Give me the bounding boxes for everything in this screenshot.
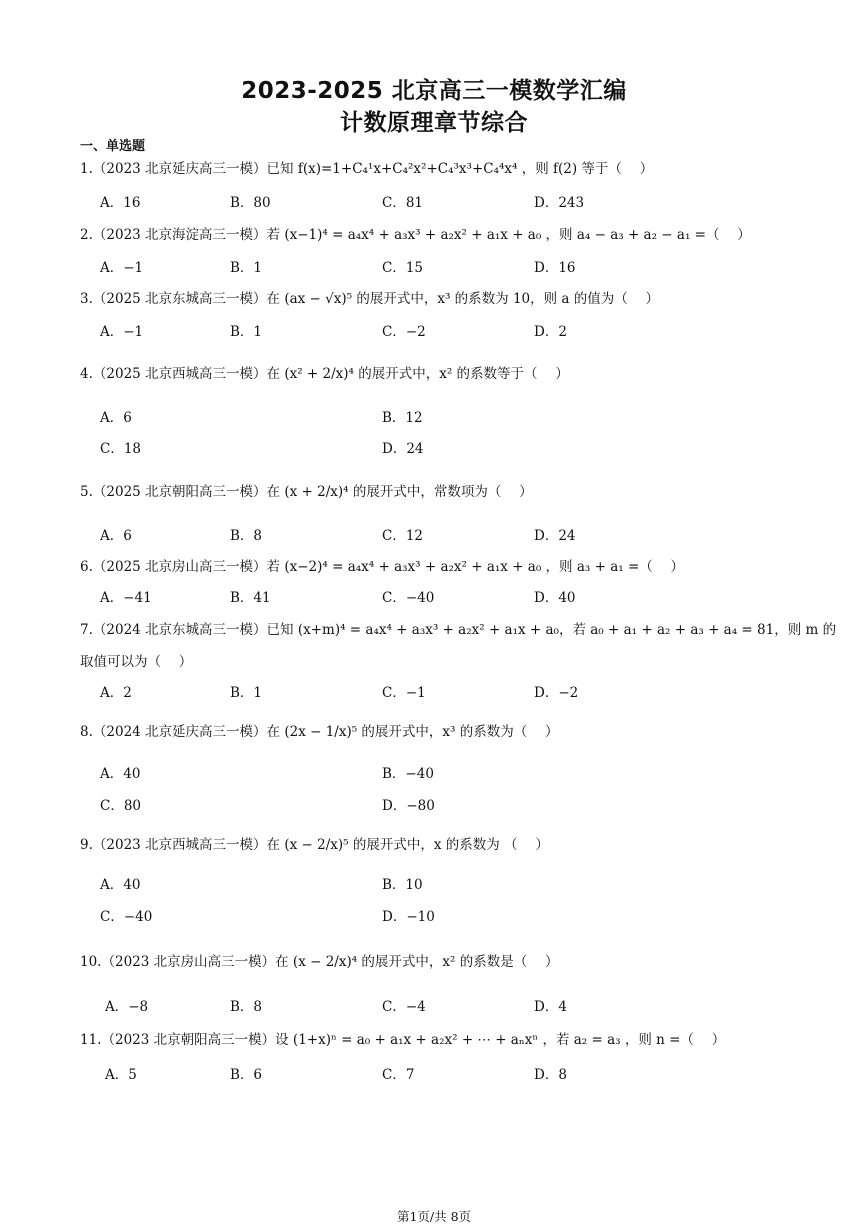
- option-c: C．−40: [100, 909, 153, 925]
- section-heading: 一、单选题: [80, 139, 146, 154]
- question-stem: 若 (x−1)⁴ = a₄x⁴ + a₃x³ + a₂x² + a₁x + a₀ ，则 a₄ − a₃ + a₂ − a₁ =（ ）: [266, 227, 751, 243]
- option-d: D．−80: [382, 798, 435, 814]
- option-d: D．243: [534, 195, 585, 211]
- option-b: B．1: [230, 260, 263, 276]
- option-c: C．18: [100, 441, 142, 457]
- question-source: （2023 北京延庆高三一模）: [92, 161, 267, 177]
- option-a: A．16: [100, 195, 141, 211]
- option-a: A．−1: [100, 324, 144, 340]
- question-stem: 在 (x − 2/x)⁴ 的展开式中，x² 的系数是（ ）: [275, 954, 559, 970]
- question-11: [80, 1028, 725, 1048]
- question-number: 10.: [80, 954, 102, 970]
- question-stem: 若 (x−2)⁴ = a₄x⁴ + a₃x³ + a₂x² + a₁x + a₀ ，则 a₃ + a₁ =（ ）: [266, 559, 685, 575]
- question-number: 9.: [80, 837, 93, 853]
- question-7-continuation: 取值可以为（ ）: [80, 654, 193, 670]
- question-source: （2025 北京西城高三一模）: [92, 366, 267, 382]
- option-c: C．7: [382, 1067, 415, 1083]
- question-number: 2.: [80, 227, 93, 243]
- question-number: 5.: [80, 484, 93, 500]
- option-b: B．8: [230, 999, 263, 1015]
- question-source: （2024 北京东城高三一模）: [92, 622, 267, 638]
- option-c: C．−2: [382, 324, 426, 340]
- question-5: [80, 480, 533, 500]
- option-b: B．41: [230, 590, 271, 606]
- question-stem: 设 (1+x)ⁿ = a₀ + a₁x + a₂x² + ⋯ + aₙxⁿ ，若 a₂ = a₃ ，则 n =（ ）: [275, 1032, 726, 1048]
- option-a: A．6: [100, 410, 132, 426]
- question-stem: 已知 (x+m)⁴ = a₄x⁴ + a₃x³ + a₂x² + a₁x + a₀，若 a₀ + a₁ + a₂ + a₃ + a₄ = 81，则 m 的: [266, 622, 837, 638]
- question-number: 7.: [80, 622, 93, 638]
- question-source: （2023 北京西城高三一模）: [92, 837, 267, 853]
- option-d: D．40: [534, 590, 576, 606]
- question-6: [80, 555, 684, 575]
- option-a: A．40: [100, 766, 141, 782]
- question-number: 3.: [80, 291, 93, 307]
- question-source: （2025 北京东城高三一模）: [92, 291, 267, 307]
- question-number: 8.: [80, 724, 93, 740]
- question-source: （2025 北京房山高三一模）: [92, 559, 267, 575]
- question-stem: 在 (x − 2/x)⁵ 的展开式中，x 的系数为 （ ）: [266, 837, 549, 853]
- question-stem: 在 (x + 2/x)⁴ 的展开式中，常数项为（ ）: [266, 484, 533, 500]
- option-a: A．6: [100, 528, 132, 544]
- question-stem: 已知 f(x)=1+C₄¹x+C₄²x²+C₄³x³+C₄⁴x⁴ ，则 f(2) 等于（ ）: [266, 161, 654, 177]
- option-c: C．15: [382, 260, 424, 276]
- option-d: D．−2: [534, 685, 579, 701]
- option-b: B．10: [382, 877, 423, 893]
- question-number: 4.: [80, 366, 93, 382]
- option-b: B．−40: [382, 766, 434, 782]
- question-2: [80, 223, 751, 243]
- option-b: B．8: [230, 528, 263, 544]
- option-d: D．16: [534, 260, 576, 276]
- option-b: B．6: [230, 1067, 263, 1083]
- question-9: [80, 833, 549, 853]
- option-d: D．−10: [382, 909, 435, 925]
- question-number: 6.: [80, 559, 93, 575]
- question-source: （2023 北京海淀高三一模）: [92, 227, 267, 243]
- option-d: D．24: [382, 441, 424, 457]
- page-footer: 第1页/共 8页: [396, 1209, 472, 1224]
- question-10: [80, 950, 559, 970]
- question-number: 11.: [80, 1032, 102, 1048]
- option-a: A．2: [100, 685, 132, 701]
- option-a: A．5: [105, 1067, 137, 1083]
- option-b: B．1: [230, 324, 263, 340]
- question-7: [80, 618, 836, 638]
- question-1: [80, 157, 653, 177]
- option-b: B．80: [230, 195, 271, 211]
- question-source: （2023 北京朝阳高三一模）: [101, 1032, 276, 1048]
- question-source: （2023 北京房山高三一模）: [101, 954, 276, 970]
- question-3: [80, 287, 659, 307]
- question-number: 1.: [80, 161, 93, 177]
- question-source: （2025 北京朝阳高三一模）: [92, 484, 267, 500]
- option-d: D．8: [534, 1067, 567, 1083]
- option-c: C．−1: [382, 685, 426, 701]
- option-d: D．2: [534, 324, 567, 340]
- option-a: A．−8: [105, 999, 149, 1015]
- option-c: C．12: [382, 528, 424, 544]
- option-a: A．−1: [100, 260, 144, 276]
- option-d: D．4: [534, 999, 567, 1015]
- page-title: 2023-2025 北京高三一模数学汇编: [241, 78, 627, 104]
- question-4: [80, 362, 569, 382]
- option-b: B．1: [230, 685, 263, 701]
- question-stem: 在 (ax − √x)⁵ 的展开式中，x³ 的系数为 10，则 a 的值为（ ）: [266, 291, 660, 307]
- question-8: [80, 720, 559, 740]
- question-source: （2024 北京延庆高三一模）: [92, 724, 267, 740]
- option-a: A．40: [100, 877, 141, 893]
- question-stem: 在 (x² + 2/x)⁴ 的展开式中，x² 的系数等于（ ）: [266, 366, 569, 382]
- page-subtitle: 计数原理章节综合: [340, 110, 528, 136]
- option-a: A．−41: [100, 590, 152, 606]
- option-d: D．24: [534, 528, 576, 544]
- option-c: C．−4: [382, 999, 426, 1015]
- option-c: C．−40: [382, 590, 435, 606]
- option-b: B．12: [382, 410, 423, 426]
- option-c: C．81: [382, 195, 424, 211]
- question-stem: 在 (2x − 1/x)⁵ 的展开式中，x³ 的系数为（ ）: [266, 724, 559, 740]
- option-c: C．80: [100, 798, 142, 814]
